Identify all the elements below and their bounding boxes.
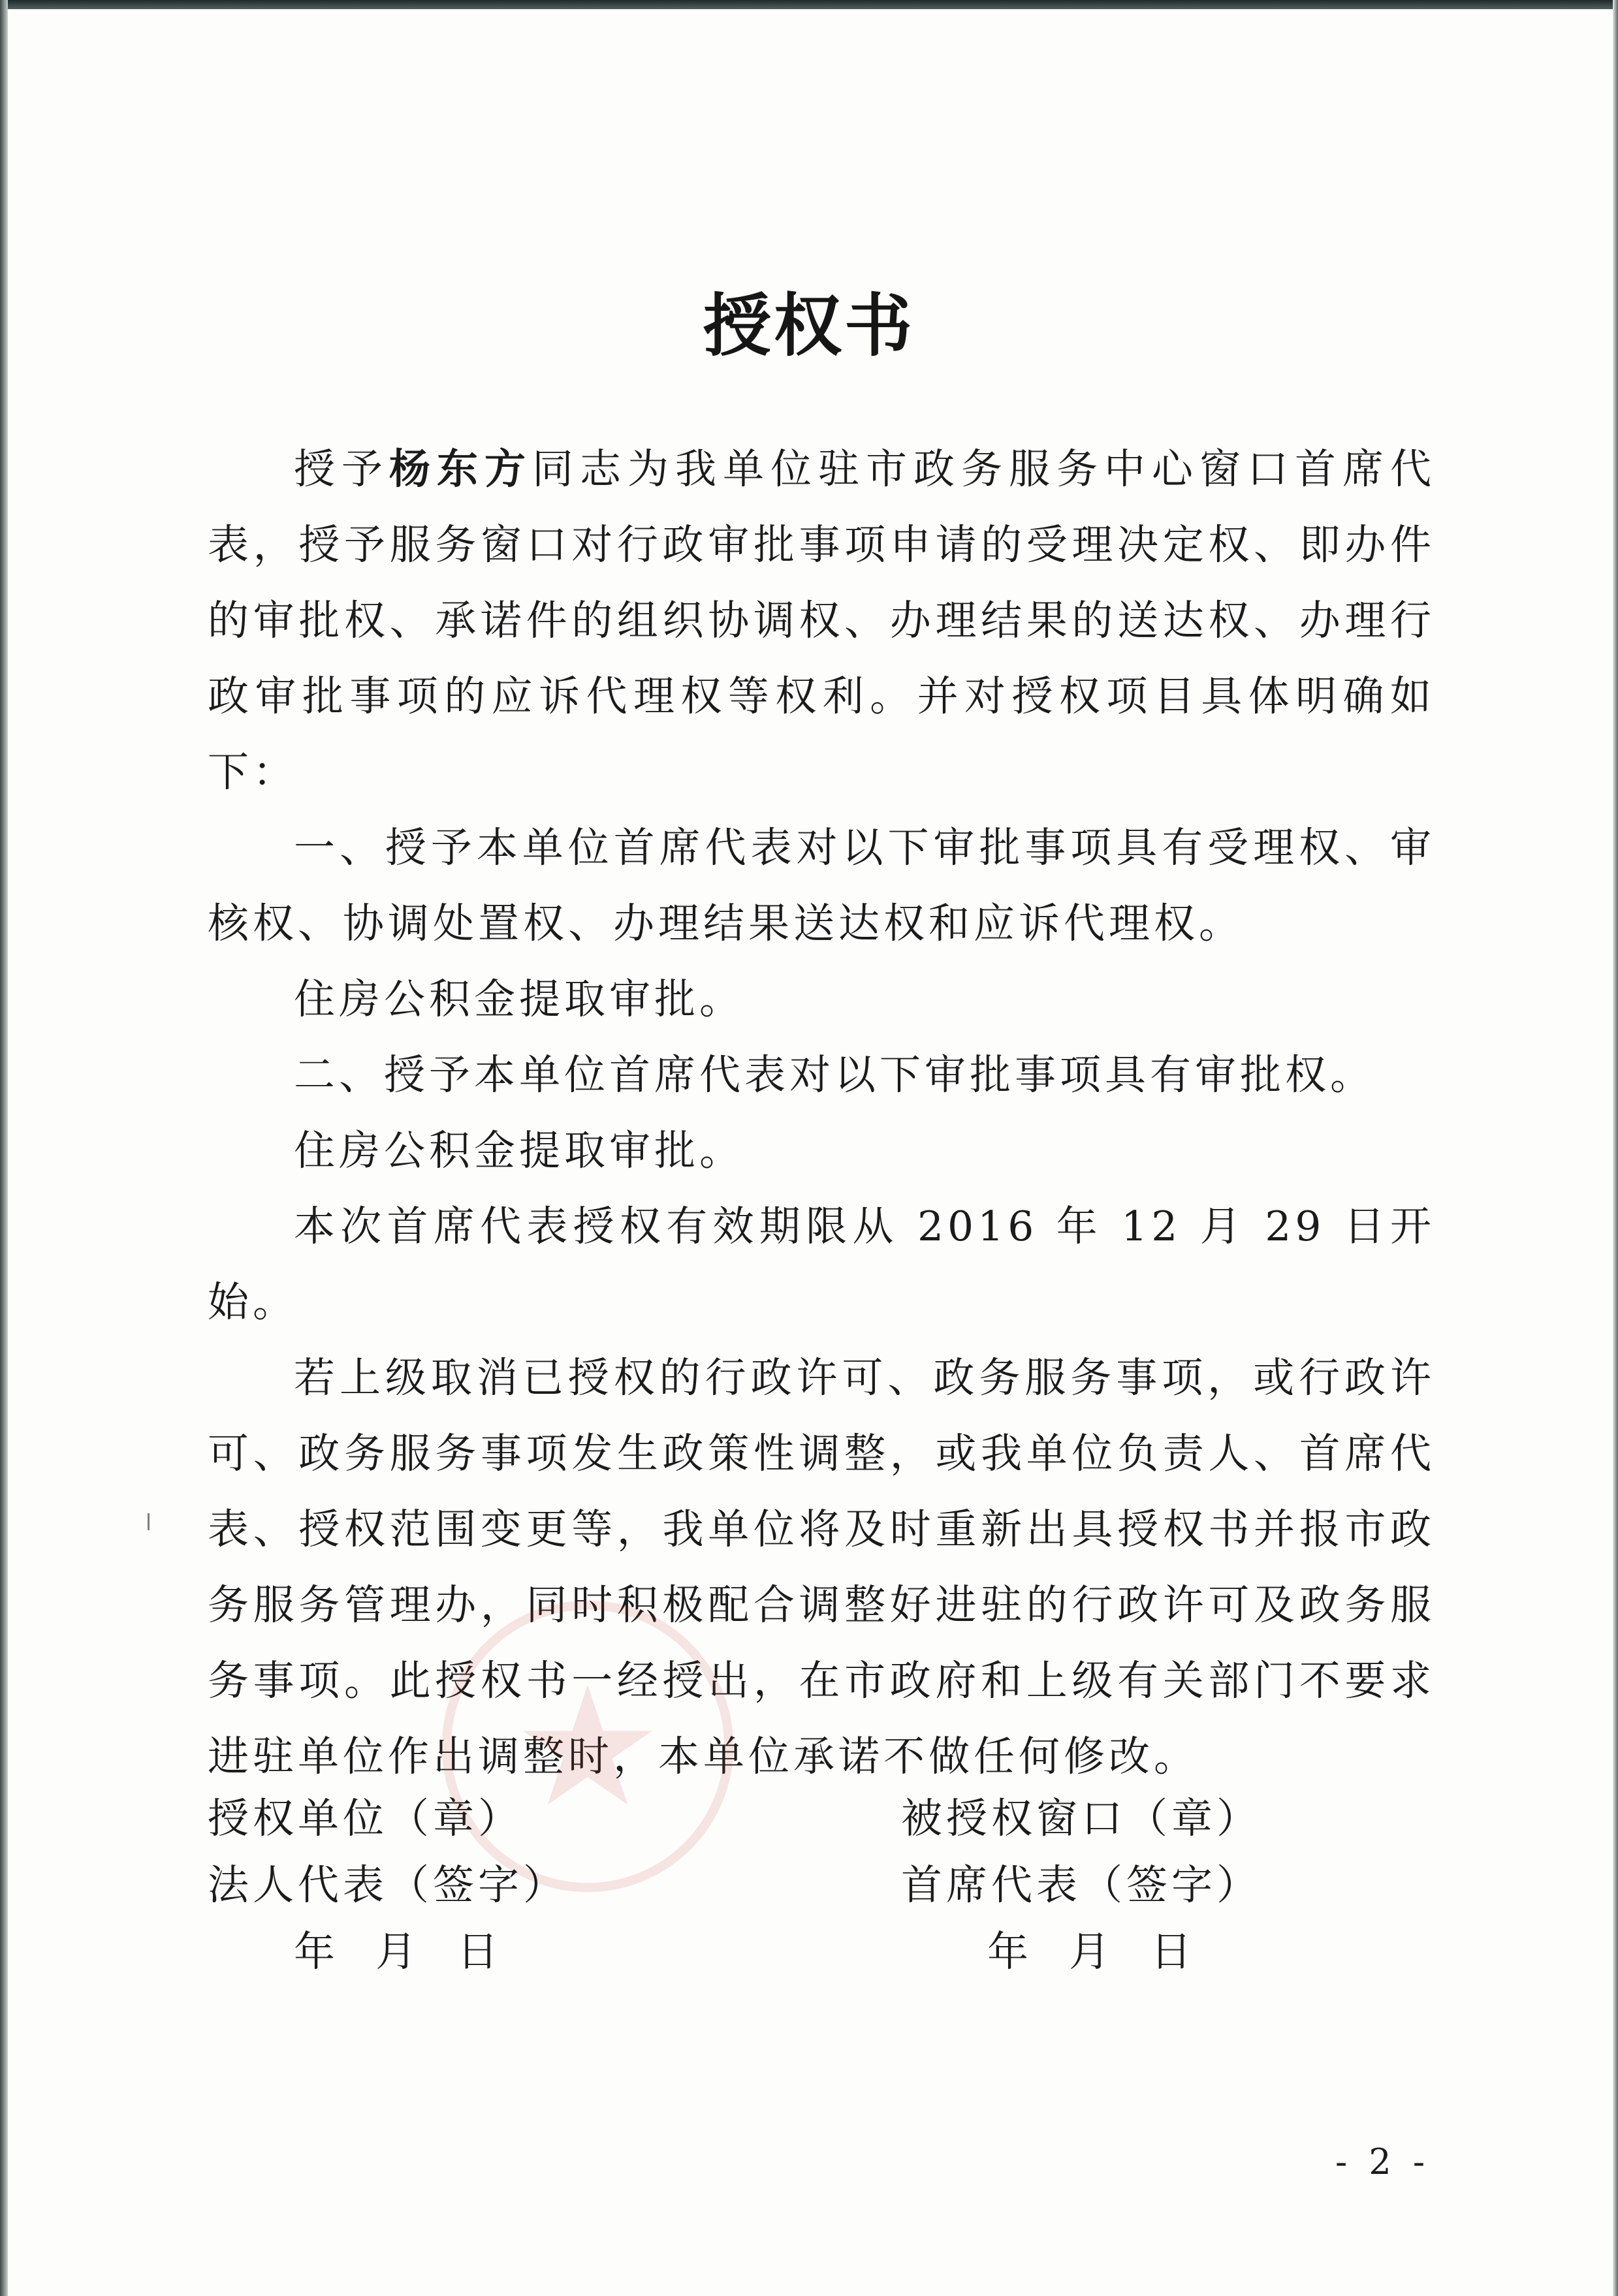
- chief-representative-sign-label: 首席代表（签字）: [901, 1861, 1261, 1909]
- scan-top-edge: [0, 0, 1618, 9]
- signature-block-left: [208, 1785, 568, 1985]
- signature-block-right: [901, 1785, 1261, 1985]
- authorizing-unit-seal-label: 授权单位（章）: [208, 1795, 523, 1842]
- paragraph-item-two: 二、授予本单位首席代表对以下审批事项具有审批权。: [294, 1051, 1375, 1099]
- paragraph-item-one: 一、授予本单位首席代表对以下审批事项具有受理权、审核权、协调处置权、办理结果送达权和应诉代理权。: [208, 824, 1435, 947]
- paragraph-authorization: [208, 431, 1435, 810]
- paragraph-prefix: 授予: [294, 445, 389, 493]
- paragraph-validity: 本次首席代表授权有效期限从 2016 年 12 月 29 日开始。: [208, 1203, 1435, 1326]
- representative-name: 杨东方: [389, 445, 532, 493]
- page-number: - 2 -: [1335, 2141, 1431, 2182]
- document-title: 授权书: [703, 286, 915, 366]
- paragraph-item-one-matter: 住房公积金提取审批。: [294, 975, 744, 1023]
- legal-representative-sign-label: 法人代表（签字）: [208, 1861, 568, 1909]
- paragraph-suffix: 同志为我单位驻市政务服务中心窗口首席代表，授予服务窗口对行政审批事项申请的受理决定权、即办件的审批权、承诺件的组织协调权、办理结果的送达权、办理行政审批事项的应诉代理权等权利。并对授权项目具体明确如下：: [208, 445, 1435, 796]
- document-body: [208, 431, 1435, 1795]
- authorized-window-seal-label: 被授权窗口（章）: [901, 1795, 1261, 1842]
- left-date-label: 年 月 日: [294, 1928, 503, 1975]
- paragraph-item-two-matter: 住房公积金提取审批。: [294, 1127, 744, 1174]
- margin-mark: [148, 1513, 150, 1530]
- right-date-label: 年 月 日: [987, 1928, 1196, 1975]
- paragraph-changes: 若上级取消已授权的行政许可、政务服务事项，或行政许可、政务服务事项发生政策性调整，或我单位负责人、首席代表、授权范围变更等，我单位将及时重新出具授权书并报市政务服务管理办，同时积极配合调整好进驻的行政许可及政务服务事项。此授权书一经授出，在市政府和上级有关部门不要求进驻单位作出调整时，本单位承诺不做任何修改。: [208, 1354, 1435, 1780]
